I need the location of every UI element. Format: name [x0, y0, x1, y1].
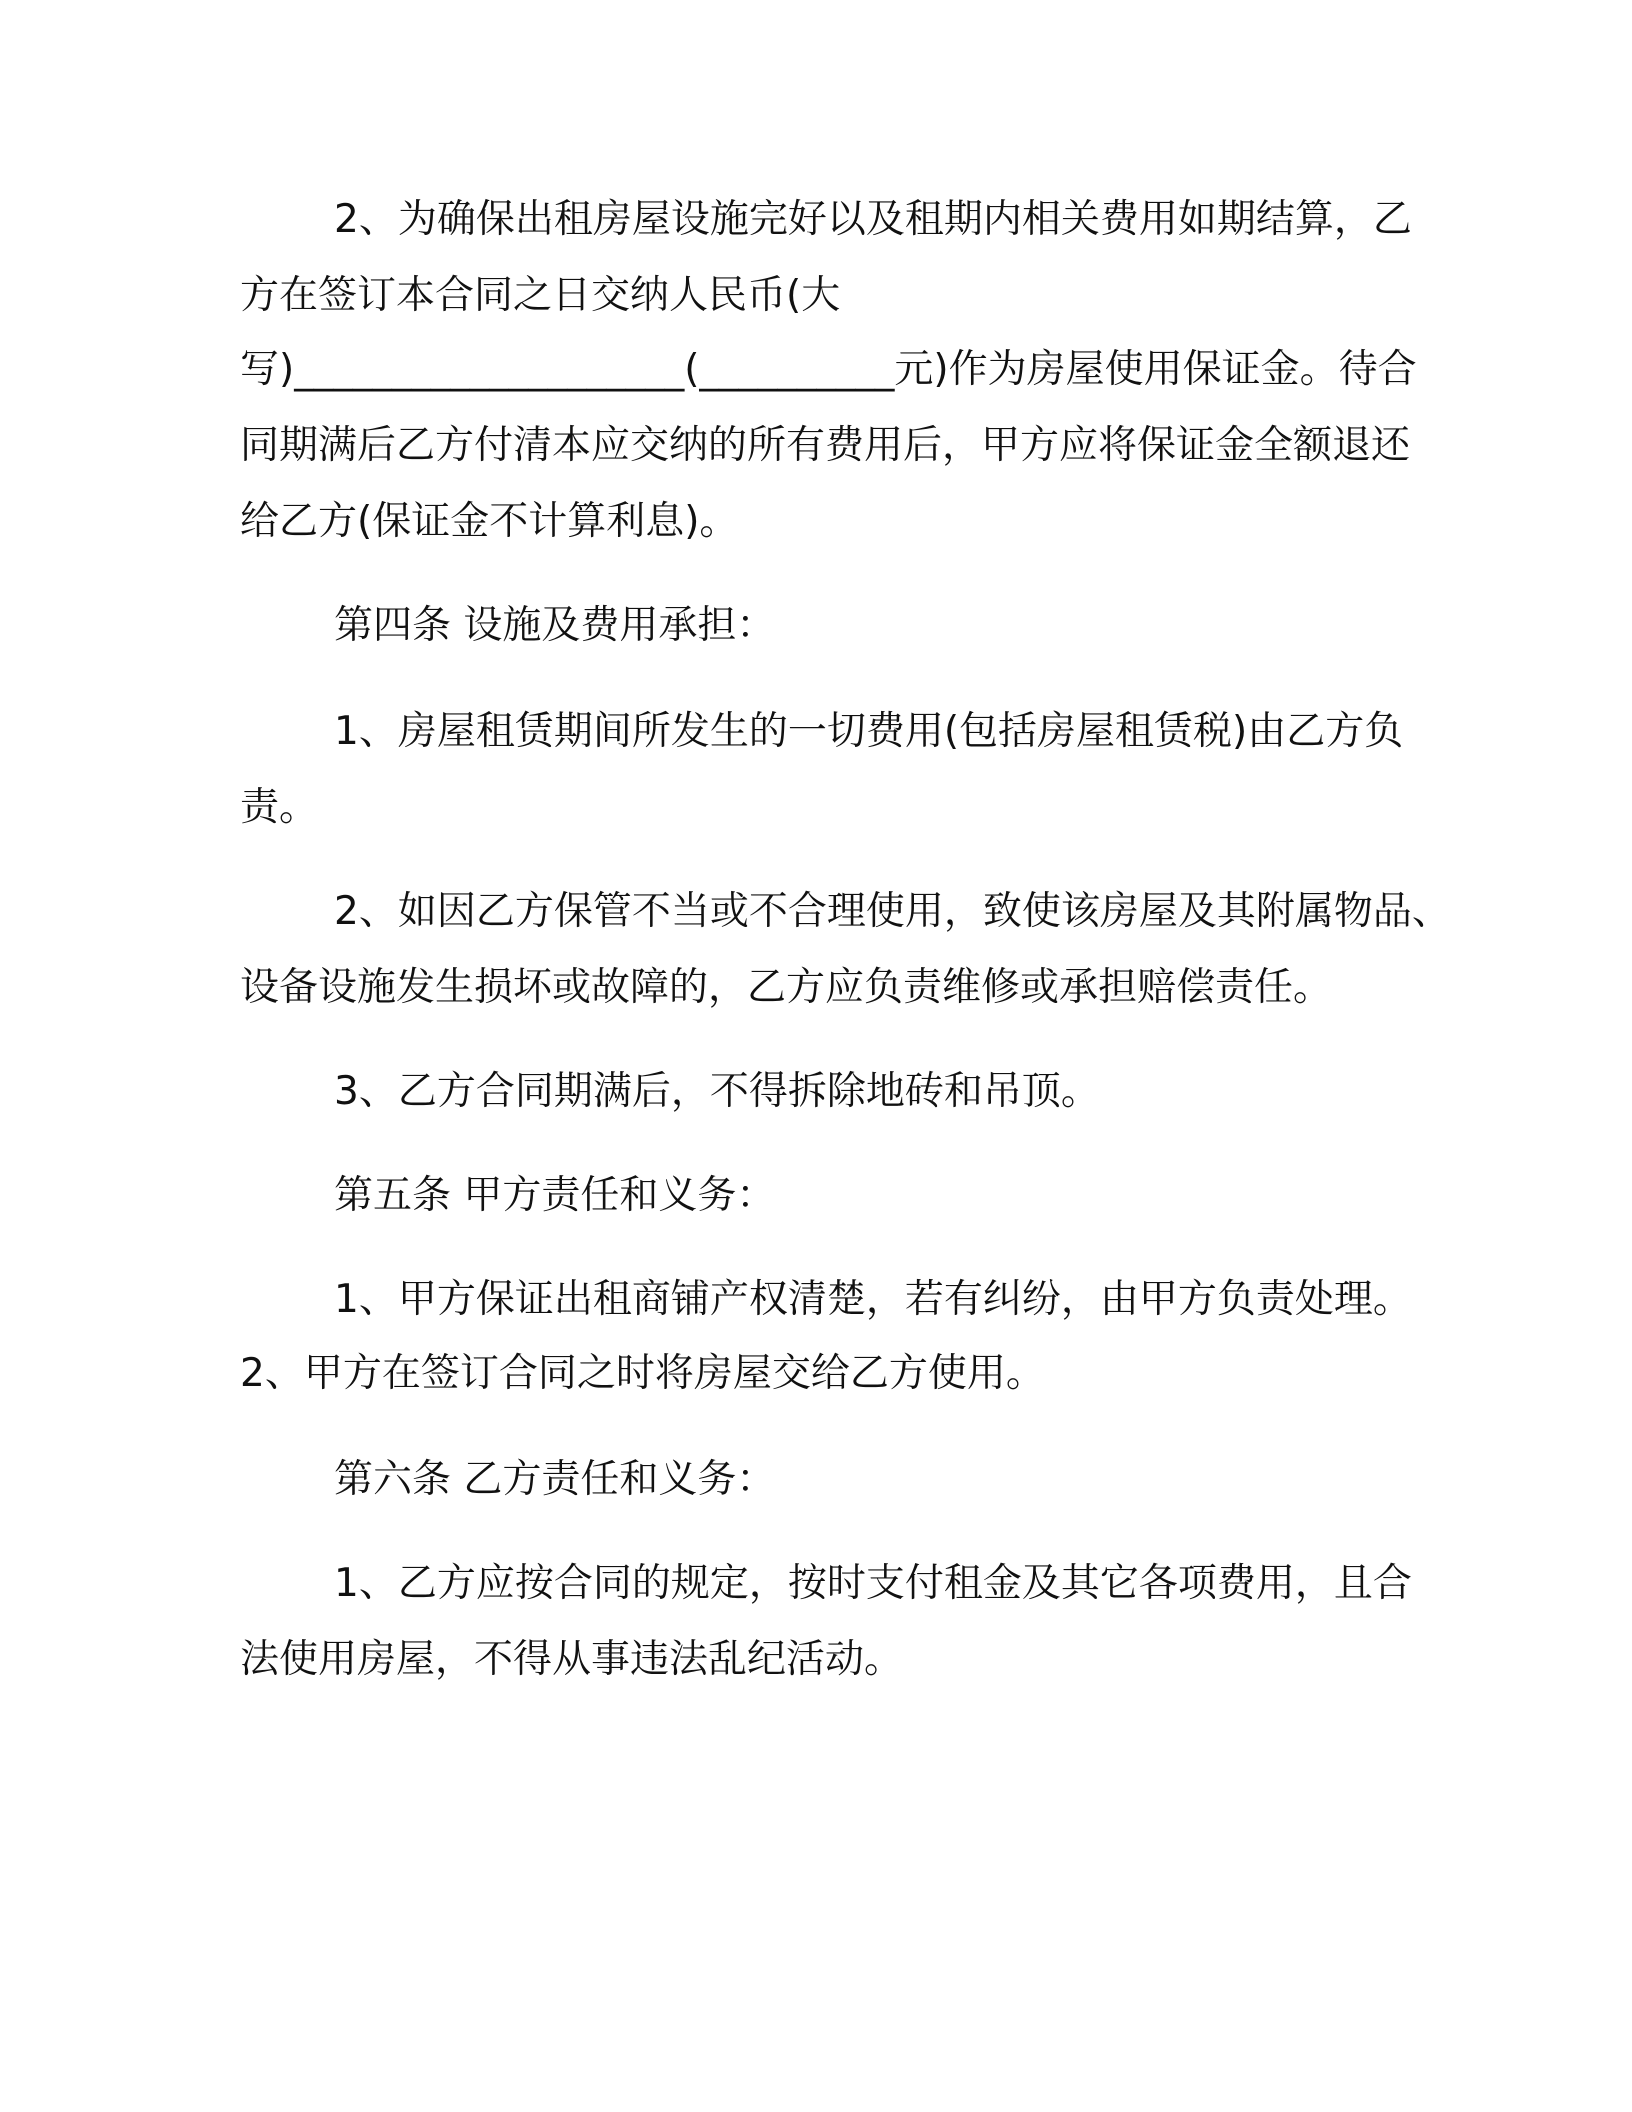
text-line: 方在签订本合同之日交纳人民币(大 — [240, 273, 841, 318]
text-line: 设备设施发生损坏或故障的，乙方应负责维修或承担赔偿责任。 — [240, 965, 1333, 1010]
text-line: 1、甲方保证出租商铺产权清楚，若有纠纷，由甲方负责处理。 — [334, 1277, 1412, 1322]
text-line: 写)____________________(__________元)作为房屋使用保证金。待合 — [240, 347, 1417, 392]
text-line: 2、甲方在签订合同之时将房屋交给乙方使用。 — [240, 1351, 1045, 1396]
text-line: 2、为确保出租房屋设施完好以及租期内相关费用如期结算，乙 — [334, 197, 1412, 242]
section-heading: 第六条 乙方责任和义务： — [334, 1457, 776, 1502]
text-line: 1、乙方应按合同的规定，按时支付租金及其它各项费用，且合 — [334, 1561, 1412, 1606]
text-line: 给乙方(保证金不计算利息)。 — [240, 499, 739, 544]
text-line: 3、乙方合同期满后，不得拆除地砖和吊顶。 — [334, 1069, 1100, 1114]
text-line: 2、如因乙方保管不当或不合理使用，致使该房屋及其附属物品、 — [334, 889, 1451, 934]
text-line: 1、房屋租赁期间所发生的一切费用(包括房屋租赁税)由乙方负 — [334, 709, 1404, 754]
section-heading: 第五条 甲方责任和义务： — [334, 1173, 776, 1218]
text-line: 责。 — [240, 785, 319, 830]
text-line: 法使用房屋，不得从事违法乱纪活动。 — [240, 1637, 904, 1682]
text-line: 同期满后乙方付清本应交纳的所有费用后，甲方应将保证金全额退还 — [240, 423, 1411, 468]
section-heading: 第四条 设施及费用承担： — [334, 603, 776, 648]
